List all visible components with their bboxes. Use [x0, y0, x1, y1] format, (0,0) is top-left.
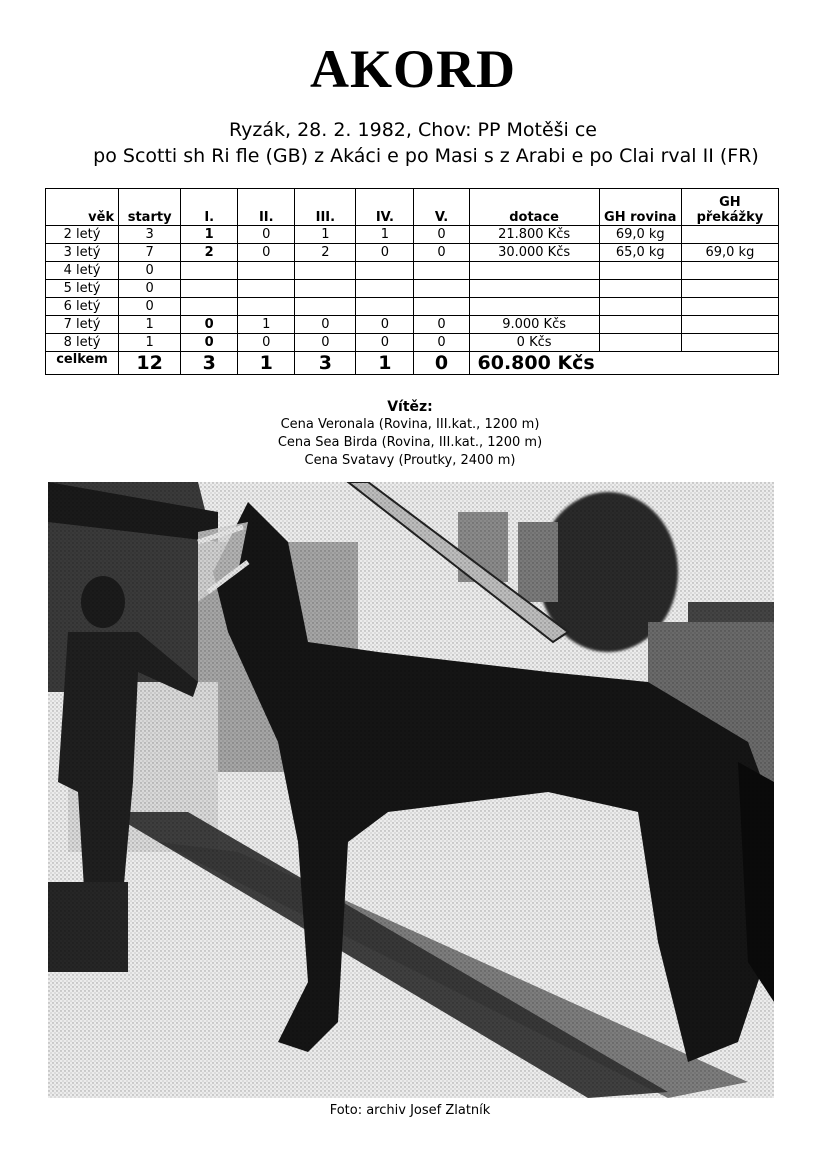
winner-heading: Vítěz: — [387, 399, 433, 415]
table-row — [46, 226, 779, 244]
race-record-table — [45, 188, 779, 375]
table-row — [46, 316, 779, 334]
row-fourth — [356, 298, 414, 316]
total-first: 3 — [181, 352, 238, 375]
winner-race: Cena Sea Birda (Rovina, III.kat., 1200 m) — [277, 435, 543, 450]
row-gh-jump — [681, 262, 778, 280]
col-third: III. — [295, 189, 356, 226]
row-prize: 30.000 Kčs — [469, 244, 599, 262]
table-header-row — [46, 189, 779, 226]
total-fourth: 1 — [356, 352, 414, 375]
row-starts: 7 — [119, 244, 181, 262]
horse-pedigree: po Scotti sh Ri fle (GB) z Akáci e po Masi s z Arabi e po Clai rval II (FR) — [93, 145, 759, 167]
row-starts: 1 — [119, 316, 181, 334]
row-gh-flat — [599, 334, 681, 352]
row-gh-jump — [681, 298, 778, 316]
row-gh-flat — [599, 280, 681, 298]
table-row — [46, 244, 779, 262]
row-fifth — [414, 280, 469, 298]
row-gh-jump — [681, 280, 778, 298]
col-gh-flat: GH rovina — [599, 189, 681, 226]
row-gh-jump — [681, 226, 778, 244]
horse-photo — [48, 482, 774, 1098]
row-starts: 0 — [119, 280, 181, 298]
row-second — [238, 262, 295, 280]
col-starts: starty — [119, 189, 181, 226]
row-starts: 0 — [119, 262, 181, 280]
row-fifth: 0 — [414, 226, 469, 244]
total-prize: 60.800 Kčs — [469, 352, 778, 375]
col-age: věk — [46, 189, 119, 226]
row-fourth: 0 — [356, 244, 414, 262]
row-prize — [469, 280, 599, 298]
row-first: 0 — [181, 316, 238, 334]
row-first: 1 — [181, 226, 238, 244]
row-third: 0 — [295, 334, 356, 352]
row-second: 0 — [238, 226, 295, 244]
total-fifth: 0 — [414, 352, 469, 375]
row-third — [295, 280, 356, 298]
row-fourth: 0 — [356, 334, 414, 352]
row-fourth — [356, 280, 414, 298]
row-age: 6 letý — [46, 298, 119, 316]
row-prize: 9.000 Kčs — [469, 316, 599, 334]
row-fifth — [414, 262, 469, 280]
table-row — [46, 280, 779, 298]
row-first — [181, 298, 238, 316]
row-third: 2 — [295, 244, 356, 262]
row-gh-flat — [599, 298, 681, 316]
row-first: 0 — [181, 334, 238, 352]
col-second: II. — [238, 189, 295, 226]
row-gh-jump — [681, 316, 778, 334]
table-row — [46, 262, 779, 280]
row-fourth — [356, 262, 414, 280]
row-third — [295, 262, 356, 280]
row-fifth — [414, 298, 469, 316]
row-age: 8 letý — [46, 334, 119, 352]
horse-details: Ryzák, 28. 2. 1982, Chov: PP Motěši ce — [228, 119, 597, 141]
row-age: 2 letý — [46, 226, 119, 244]
row-fourth: 0 — [356, 316, 414, 334]
table-row — [46, 334, 779, 352]
row-starts: 0 — [119, 298, 181, 316]
row-gh-flat: 65,0 kg — [599, 244, 681, 262]
row-third: 1 — [295, 226, 356, 244]
row-fifth: 0 — [414, 316, 469, 334]
row-age: 3 letý — [46, 244, 119, 262]
row-prize — [469, 298, 599, 316]
row-prize — [469, 262, 599, 280]
winner-race: Cena Svatavy (Proutky, 2400 m) — [304, 453, 516, 468]
row-gh-flat — [599, 262, 681, 280]
col-fifth: V. — [414, 189, 469, 226]
row-fifth: 0 — [414, 334, 469, 352]
row-age: 5 letý — [46, 280, 119, 298]
row-second — [238, 280, 295, 298]
row-gh-jump — [681, 334, 778, 352]
photo-caption: Foto: archiv Josef Zlatník — [329, 1103, 491, 1118]
row-second: 0 — [238, 244, 295, 262]
row-second: 1 — [238, 316, 295, 334]
total-second: 1 — [238, 352, 295, 375]
winner-race: Cena Veronala (Rovina, III.kat., 1200 m) — [280, 417, 540, 432]
row-third: 0 — [295, 316, 356, 334]
row-starts: 1 — [119, 334, 181, 352]
table-total-row — [46, 352, 779, 375]
row-first — [181, 262, 238, 280]
total-label: celkem — [46, 352, 119, 375]
col-first: I. — [181, 189, 238, 226]
row-first — [181, 280, 238, 298]
row-second — [238, 298, 295, 316]
row-age: 7 letý — [46, 316, 119, 334]
row-starts: 3 — [119, 226, 181, 244]
row-prize: 0 Kčs — [469, 334, 599, 352]
row-gh-flat — [599, 316, 681, 334]
col-fourth: IV. — [356, 189, 414, 226]
row-fifth: 0 — [414, 244, 469, 262]
col-gh-jump: GH překážky — [681, 189, 778, 226]
row-fourth: 1 — [356, 226, 414, 244]
row-age: 4 letý — [46, 262, 119, 280]
winner-section — [0, 398, 820, 470]
row-second: 0 — [238, 334, 295, 352]
row-third — [295, 298, 356, 316]
row-prize: 21.800 Kčs — [469, 226, 599, 244]
total-third: 3 — [295, 352, 356, 375]
table-row — [46, 298, 779, 316]
total-starts: 12 — [119, 352, 181, 375]
horse-name-title: AKORD — [310, 39, 516, 99]
col-prize: dotace — [469, 189, 599, 226]
row-gh-flat: 69,0 kg — [599, 226, 681, 244]
row-first: 2 — [181, 244, 238, 262]
row-gh-jump: 69,0 kg — [681, 244, 778, 262]
